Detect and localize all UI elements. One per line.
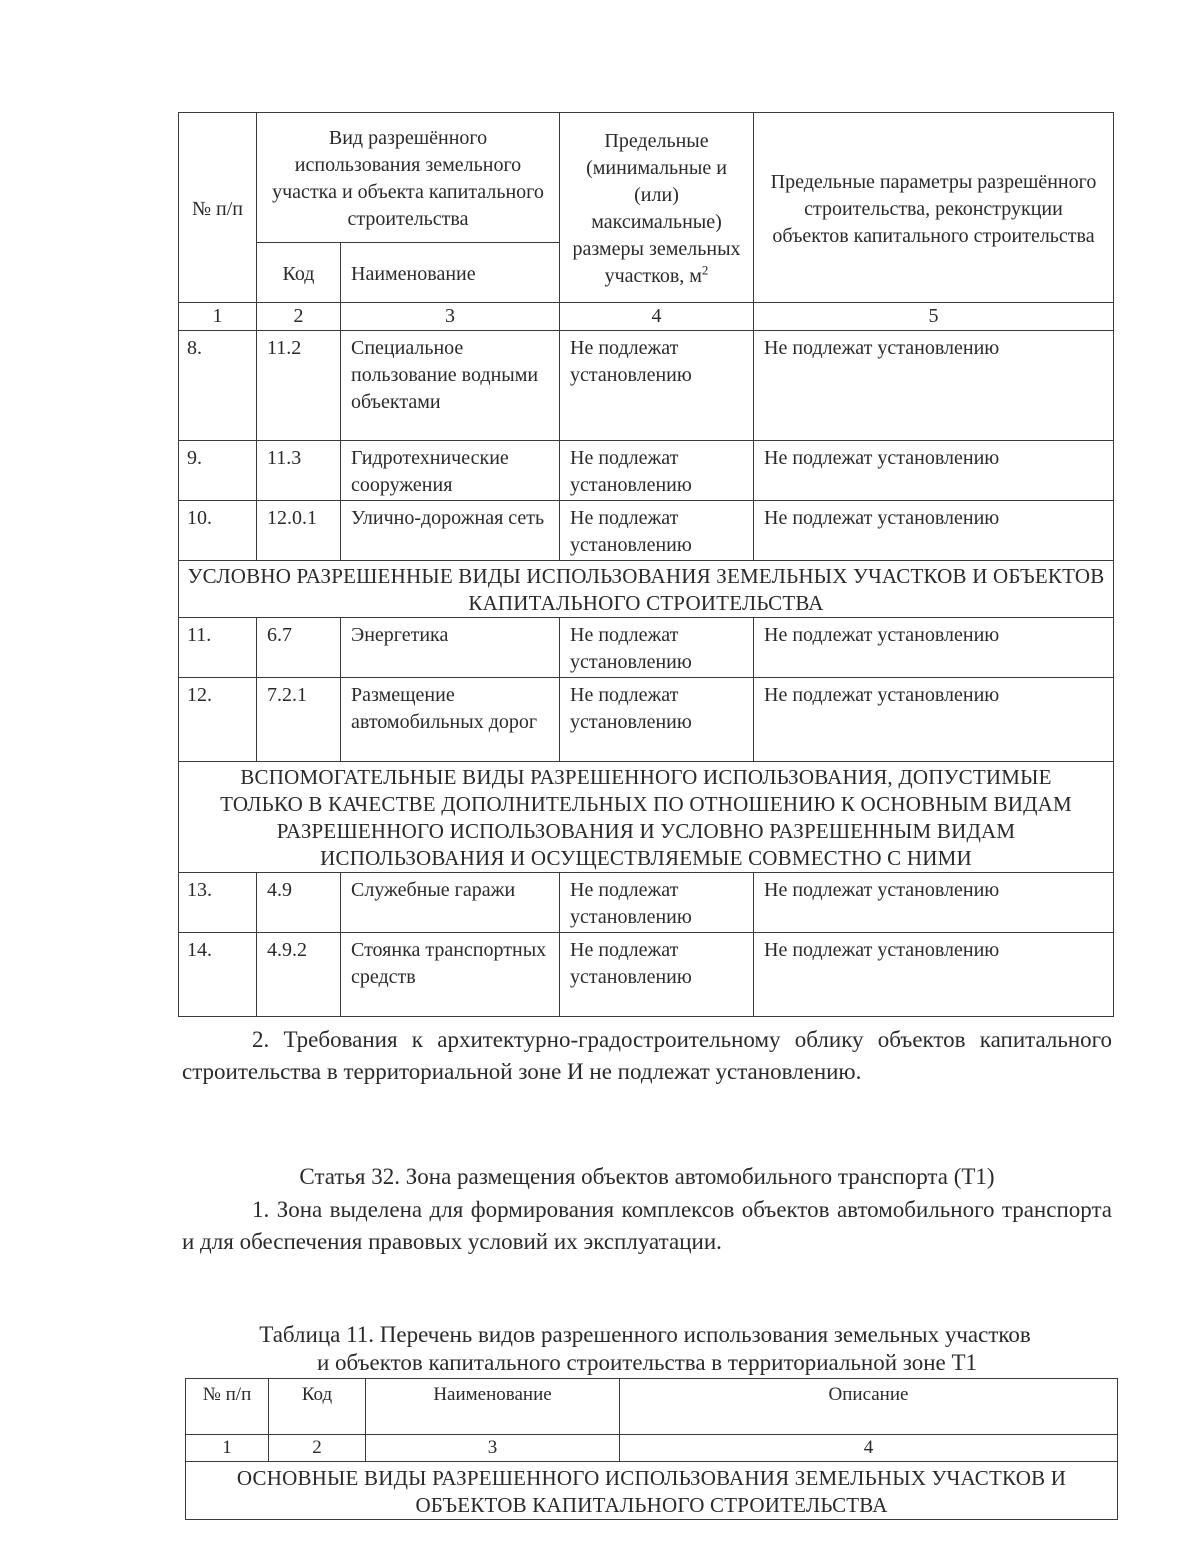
section-heading: УСЛОВНО РАЗРЕШЕННЫЕ ВИДЫ ИСПОЛЬЗОВАНИЯ ЗЕМЕЛЬНЫХ УЧАСТКОВ И ОБЪЕКТОВ КАПИТАЛЬНОГО СТРОИТЕЛЬСТВА bbox=[179, 561, 1114, 618]
row-code: 11.3 bbox=[257, 441, 341, 501]
table-row bbox=[179, 501, 1114, 561]
column-number: 1 bbox=[186, 1435, 269, 1462]
table-header-row bbox=[186, 1379, 1118, 1435]
article-title: Статья 32. Зона размещения объектов автомобильного транспорта (Т1) bbox=[299, 1164, 995, 1189]
row-code: 4.9.2 bbox=[257, 933, 341, 1017]
table-row bbox=[179, 933, 1114, 1017]
table-row bbox=[179, 331, 1114, 441]
column-number: 3 bbox=[366, 1435, 620, 1462]
row-size: Не подлежат установлению bbox=[560, 501, 754, 561]
header-num: № п/п bbox=[186, 1379, 269, 1435]
row-size: Не подлежат установлению bbox=[560, 873, 754, 933]
column-number: 5 bbox=[754, 303, 1114, 331]
header-use-type: Вид разрешённого использования земельного участка и объекта капитального строительства bbox=[257, 113, 560, 243]
row-name: Стоянка транспортных средств bbox=[341, 933, 560, 1017]
header-name: Наименование bbox=[341, 243, 560, 303]
column-number: 1 bbox=[179, 303, 257, 331]
column-number: 4 bbox=[620, 1435, 1118, 1462]
row-name: Улично-дорожная сеть bbox=[341, 501, 560, 561]
land-use-table-zone-i bbox=[178, 112, 1114, 1017]
row-name: Энергетика bbox=[341, 618, 560, 678]
section-heading: ОСНОВНЫЕ ВИДЫ РАЗРЕШЕННОГО ИСПОЛЬЗОВАНИЯ ЗЕМЕЛЬНЫХ УЧАСТКОВ И ОБЪЕКТОВ КАПИТАЛЬНОГО СТРОИТЕЛЬСТВА bbox=[186, 1462, 1118, 1520]
table-row bbox=[179, 678, 1114, 762]
column-number: 2 bbox=[257, 303, 341, 331]
row-number: 11. bbox=[179, 618, 257, 678]
row-params: Не подлежат установлению bbox=[754, 618, 1114, 678]
row-code: 4.9 bbox=[257, 873, 341, 933]
row-code: 12.0.1 bbox=[257, 501, 341, 561]
column-number: 4 bbox=[560, 303, 754, 331]
row-name: Размещение автомобильных дорог bbox=[341, 678, 560, 762]
row-name: Специальное пользование водными объектами bbox=[341, 331, 560, 441]
column-number: 3 bbox=[341, 303, 560, 331]
row-params: Не подлежат установлению bbox=[754, 501, 1114, 561]
row-number: 8. bbox=[179, 331, 257, 441]
row-size: Не подлежат установлению bbox=[560, 441, 754, 501]
table-row bbox=[179, 873, 1114, 933]
section-heading: ВСПОМОГАТЕЛЬНЫЕ ВИДЫ РАЗРЕШЕННОГО ИСПОЛЬЗОВАНИЯ, ДОПУСТИМЫЕ ТОЛЬКО В КАЧЕСТВЕ ДОПОЛНИТЕЛЬНЫХ ПО ОТНОШЕНИЮ К ОСНОВНЫМ ВИДАМ РАЗРЕШЕННОГО ИСПОЛЬЗОВАНИЯ И УСЛОВНО РАЗРЕШЕННЫМ ВИДАМ ИСПОЛЬЗОВАНИЯ И ОСУЩЕСТВЛЯЕМЫЕ СОВМЕСТНО С НИМИ bbox=[179, 762, 1114, 873]
section-row-auxiliary bbox=[179, 762, 1114, 873]
header-plot-sizes-sup: 2 bbox=[701, 262, 709, 278]
table-caption-line-1: Таблица 11. Перечень видов разрешенного использования земельных участков bbox=[259, 1322, 1031, 1347]
row-name: Служебные гаражи bbox=[341, 873, 560, 933]
header-code: Код bbox=[257, 243, 341, 303]
row-params: Не подлежат установлению bbox=[754, 873, 1114, 933]
row-number: 14. bbox=[179, 933, 257, 1017]
row-code: 11.2 bbox=[257, 331, 341, 441]
header-build-params: Предельные параметры разрешённого строительства, реконструкции объектов капитального строительства bbox=[754, 113, 1114, 303]
row-params: Не подлежат установлению bbox=[754, 331, 1114, 441]
row-number: 12. bbox=[179, 678, 257, 762]
section-row-main bbox=[186, 1462, 1118, 1520]
section-row-conditional bbox=[179, 561, 1114, 618]
header-code: Код bbox=[269, 1379, 366, 1435]
row-params: Не подлежат установлению bbox=[754, 933, 1114, 1017]
row-number: 10. bbox=[179, 501, 257, 561]
land-use-table-zone-t1 bbox=[185, 1378, 1118, 1520]
row-number: 9. bbox=[179, 441, 257, 501]
header-description: Описание bbox=[620, 1379, 1118, 1435]
row-size: Не подлежат установлению bbox=[560, 618, 754, 678]
column-number: 2 bbox=[269, 1435, 366, 1462]
row-size: Не подлежат установлению bbox=[560, 933, 754, 1017]
column-number-row bbox=[179, 303, 1114, 331]
header-plot-sizes-text: Предельные (минимальные и (или) максимальные) размеры земельных участков, м bbox=[572, 130, 741, 287]
header-name: Наименование bbox=[366, 1379, 620, 1435]
row-code: 6.7 bbox=[257, 618, 341, 678]
paragraph-requirements: 2. Требования к архитектурно-градостроительному облику объектов капитального строительства в территориальной зоне И не подлежат установлению. bbox=[182, 1027, 1112, 1084]
table-row bbox=[179, 441, 1114, 501]
table-caption-line-2: и объектов капитального строительства в территориальной зоне Т1 bbox=[316, 1350, 978, 1375]
header-num: № п/п bbox=[179, 113, 257, 303]
table-row bbox=[179, 618, 1114, 678]
row-size: Не подлежат установлению bbox=[560, 678, 754, 762]
column-number-row bbox=[186, 1435, 1118, 1462]
table-header-row bbox=[179, 113, 1114, 243]
row-size: Не подлежат установлению bbox=[560, 331, 754, 441]
row-name: Гидротехнические сооружения bbox=[341, 441, 560, 501]
row-params: Не подлежат установлению bbox=[754, 441, 1114, 501]
row-number: 13. bbox=[179, 873, 257, 933]
header-plot-sizes bbox=[560, 113, 754, 303]
row-params: Не подлежат установлению bbox=[754, 678, 1114, 762]
article-paragraph-1: 1. Зона выделена для формирования комплексов объектов автомобильного транспорта и для обеспечения правовых условий их эксплуатации. bbox=[182, 1197, 1112, 1254]
row-code: 7.2.1 bbox=[257, 678, 341, 762]
